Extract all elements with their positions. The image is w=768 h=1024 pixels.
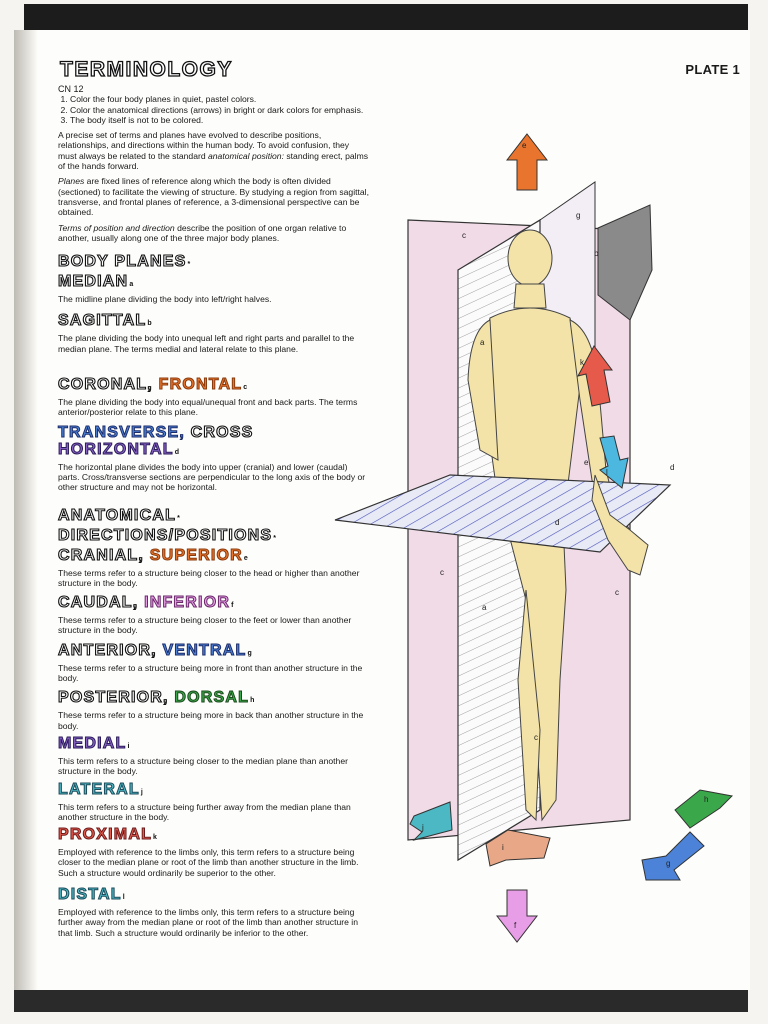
text-column	[58, 58, 370, 938]
label-i: i	[502, 843, 504, 852]
arrow-down-left-icon	[642, 832, 704, 880]
label-c-left: c	[440, 568, 444, 577]
term-posterior: POSTERIOR, DORSALh	[58, 689, 256, 707]
term-sagittal-desc: The plane dividing the body into unequal left and right parts and parallel to the median plane. The terms medial and lateral relate to this plane.	[58, 333, 355, 354]
label-a-upper: a	[480, 338, 485, 347]
page-title: TERMINOLOGY	[60, 58, 233, 81]
label-j: j	[422, 823, 424, 832]
planes-paragraph: Planes are fixed lines of reference along which the body is often divided (sectioned) to facilitate the viewing of structure. By studying a region from sagittal, transverse, and frontal planes of reference, a 3-dimensional perspective can be obtained.	[58, 176, 369, 218]
body-planes-illustration	[330, 120, 750, 950]
instruction-item: 1. Color the four body planes in quiet, pastel colors.	[70, 94, 370, 104]
term-anterior: ANTERIOR, VENTRALg	[58, 641, 253, 659]
term-caudal: CAUDAL, INFERIORf	[58, 594, 235, 612]
intro-paragraph: A precise set of terms and planes have evolved to describe positions, relationships, and directions within the human body. To avoid confusion, they must always be related to the standard anatomical position: standing erect, palms of the hands forward.	[58, 130, 369, 172]
term-median: MEDIANa	[58, 273, 135, 291]
term-proximal-desc: Employed with reference to the limbs only, this term refers to a structure being closer to the median plane or root of the limb than another structure in the limb. Such a structure would ordinarily be superior to the other.	[58, 847, 359, 878]
term-lateral-desc: This term refers to a structure being further away from the median plane than another structure in the body.	[58, 801, 351, 822]
term-medial: MEDIALi	[58, 734, 131, 752]
term-proximal: PROXIMALk	[58, 826, 159, 844]
label-e-figure: e	[584, 458, 589, 467]
directions-heading-2: DIRECTIONS/POSITIONS*	[58, 526, 278, 544]
scan-border-top	[24, 4, 748, 30]
term-posterior-desc: These terms refer to a structure being more in back than another structure in the body.	[58, 710, 364, 731]
arrow-down-icon	[497, 890, 537, 942]
term-anterior-desc: These terms refer to a structure being more in front than another structure in the body.	[58, 662, 363, 684]
label-k: k	[580, 358, 584, 367]
term-distal-desc: Employed with reference to the limbs only, this term refers to a structure being further away from the median plane or root of the limb than another structure in that limb. Such a structure would ordinarily be inferior to the other.	[58, 906, 358, 938]
term-cranial-desc: These terms refer to a structure being closer to the head or higher than another structure in the body.	[58, 567, 360, 588]
label-d-right: d	[670, 463, 675, 472]
term-lateral: LATERALj	[58, 780, 145, 798]
term-horizontal: HORIZONTALd	[58, 440, 181, 458]
label-a-lower: a	[482, 603, 487, 612]
label-b: b	[594, 249, 599, 258]
binding-shadow	[14, 30, 38, 990]
label-c-upper: c	[462, 231, 466, 240]
instruction-item: 2. Color the anatomical directions (arrows) in bright or dark colors for emphasis.	[70, 105, 370, 115]
term-coronal-desc: The plane dividing the body into equal/unequal front and back parts. The terms anterior/posterior relate to this plane.	[58, 397, 358, 418]
scan-border-bottom	[14, 990, 748, 1012]
cn-count: CN 12	[58, 84, 84, 94]
label-g: g	[576, 211, 581, 220]
body-planes-heading: BODY PLANES*	[58, 253, 192, 271]
arrow-up-icon	[507, 134, 547, 190]
term-median-desc: The midline plane dividing the body into left/right halves.	[58, 294, 272, 305]
label-d-center: d	[555, 518, 560, 527]
label-c-lower: c	[534, 733, 538, 742]
label-h: h	[704, 795, 709, 804]
terms-paragraph: Terms of position and direction describe the position of one organ relative to another, usually along one of the three major body planes.	[58, 222, 347, 243]
instructions-list	[58, 94, 370, 125]
instruction-item: 3. The body itself is not to be colored.	[70, 115, 370, 125]
term-transverse: TRANSVERSE, CROSS	[58, 423, 254, 441]
label-g-arrow: g	[666, 859, 671, 868]
term-sagittal: SAGITTALb	[58, 312, 153, 330]
term-transverse-desc: The horizontal plane divides the body into upper (cranial) and lower (caudal) parts. Cross/transverse sections are perpendicular to the long axis of the body or other structure and may not be horizontal.	[58, 461, 366, 493]
label-c-right: c	[615, 588, 619, 597]
term-cranial: CRANIAL, SUPERIORe	[58, 546, 249, 564]
term-coronal: CORONAL, FRONTALc	[58, 376, 249, 394]
term-caudal-desc: These terms refer to a structure being closer to the feet or lower than another structure in the body.	[58, 615, 352, 636]
plate-number: PLATE 1	[685, 62, 740, 77]
term-distal: DISTALl	[58, 885, 126, 903]
label-e-arrow: e	[522, 141, 527, 150]
directions-heading-1: ANATOMICAL*	[58, 506, 181, 524]
label-l: l	[606, 468, 608, 477]
term-medial-desc: This term refers to a structure being closer to the median plane than another structure in the body.	[58, 755, 348, 777]
label-f: f	[514, 921, 517, 930]
